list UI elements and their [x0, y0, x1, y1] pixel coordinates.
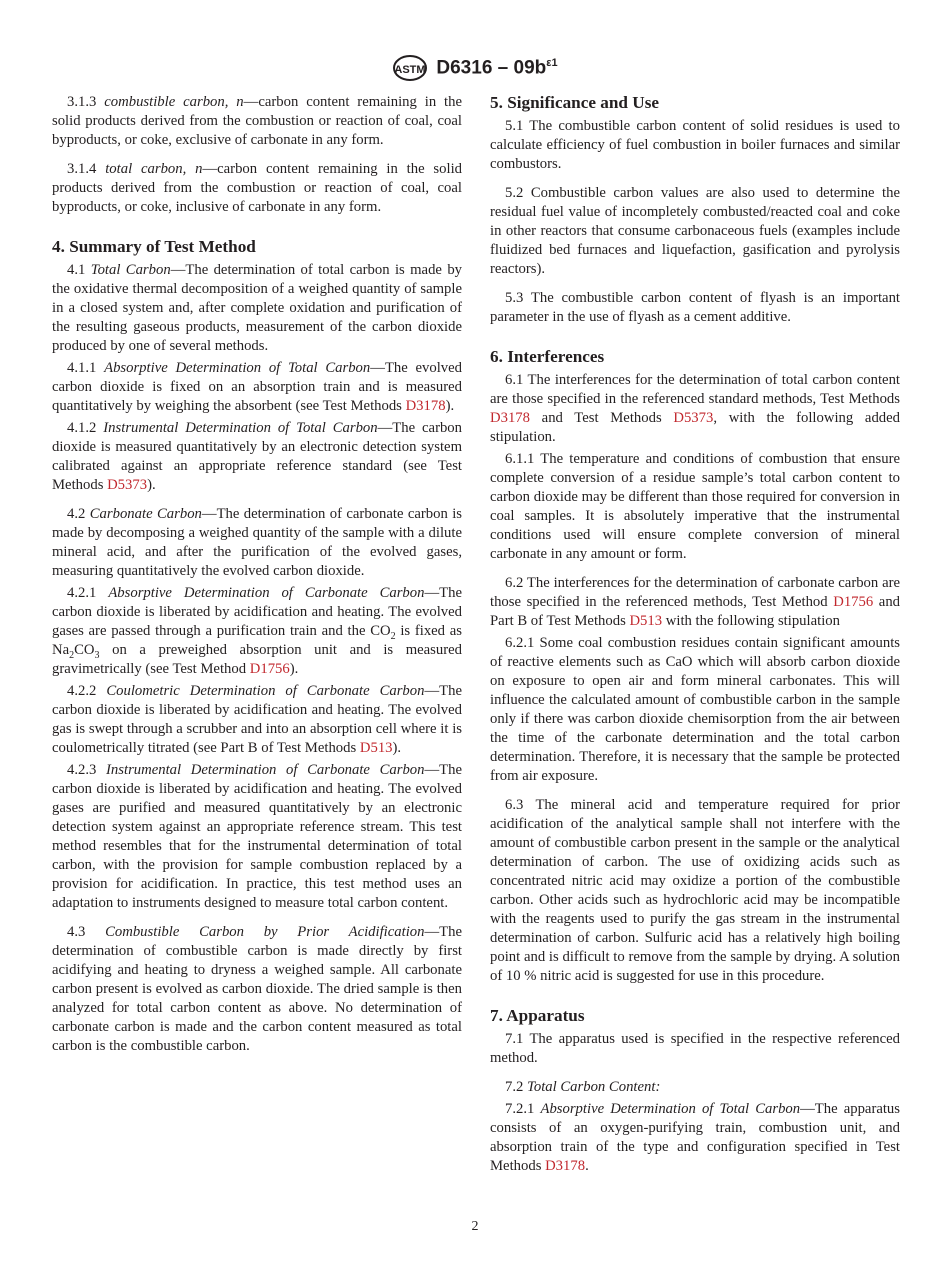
- text-run: —The carbon dioxide is liberated by acidification and heating. The evolved gases are passed through a purification train and the CO: [52, 585, 462, 639]
- text-run: 6.3 The mineral acid and temperature required for prior acidification of the analytical sample shall not interfere with the amount of combustible carbon present in the sample or the analytical determination of carbon. The use of oxidizing acids such as concentrated nitric acid may oxidize a portion of the combustible carbon. Other acids such as hydrochloric acid may be incompatible with the reagents used to purify the gas stream in the instrumental determination of carbon. Sulfuric acid has a relatively high boiling point and is difficult to remove from the sample by drying. A solution of 10 % nitric acid is suggested for use in this procedure.: [490, 797, 900, 984]
- text-run: —The determination of total carbon is made by the oxidative thermal decomposition of a weighed quantity of sample in a closed system and, after complete oxidation and purification of the resulting gaseous products, measurement of the carbon dioxide produced by one of several methods.: [52, 262, 463, 354]
- text-run: 7.2.1: [505, 1101, 541, 1117]
- section-heading: 7. Apparatus: [490, 1006, 585, 1025]
- standard-link[interactable]: D1756: [249, 661, 290, 677]
- standard-link[interactable]: D3178: [490, 410, 530, 426]
- standard-link[interactable]: D3178: [405, 398, 446, 414]
- subscript: 2: [390, 630, 396, 642]
- paragraph: [490, 796, 900, 986]
- text-run: 5.3 The combustible carbon content of flyash is an important parameter in the use of flyash as a cement additive.: [490, 290, 900, 325]
- defined-term: total carbon, n: [105, 161, 203, 177]
- text-run: 5.1 The combustible carbon content of solid residues is used to calculate efficiency of fuel combustion in boiler furnaces and similar combustors.: [490, 118, 900, 172]
- defined-term: Total Carbon Content:: [527, 1079, 661, 1095]
- text-run: 7.2: [505, 1079, 528, 1095]
- text-run: with the following stipulation: [662, 613, 840, 629]
- defined-term: Instrumental Determination of Total Carbon: [103, 420, 378, 436]
- text-run: ).: [289, 661, 299, 677]
- text-run: 3.1.3: [67, 94, 105, 110]
- text-run: is fixed as Na: [52, 623, 462, 658]
- standard-link[interactable]: D1756: [833, 594, 874, 610]
- paragraph: [490, 450, 900, 564]
- paragraph: [52, 93, 462, 150]
- text-run: and Part B of Test Methods: [490, 594, 901, 629]
- subscript: 2: [69, 649, 75, 661]
- text-run: 4.2.3: [67, 762, 107, 778]
- standard-link[interactable]: D513: [359, 740, 393, 756]
- paragraph: [52, 682, 462, 758]
- paragraph: [490, 371, 900, 447]
- paragraph: [490, 574, 900, 631]
- defined-term: Coulometric Determination of Carbonate Carbon: [106, 683, 425, 699]
- paragraph: [52, 505, 462, 581]
- paragraph: [490, 1030, 900, 1068]
- text-run: 4.3: [67, 924, 106, 940]
- paragraph: [490, 1078, 900, 1097]
- right-column: [490, 93, 900, 1176]
- paragraph: [490, 289, 900, 327]
- standard-link[interactable]: D5373: [107, 477, 148, 493]
- text-run: 6.2.1 Some coal combustion residues contain significant amounts of reactive elements such as CaO which will absorb carbon dioxide on exposure to open air and form mineral carbonates. This will influence the calculated amount of combustible carbon in the sample only if there was carbon dioxide chemisorption from the air between the time of the carbonate determination and the total carbon determination. Therefore, it is necessary that the sample be protected from air exposure.: [490, 635, 900, 784]
- text-run: 6.2 The interferences for the determination of carbonate carbon are those specified in the referenced methods, Test Method: [490, 575, 900, 610]
- paragraph: [490, 117, 900, 174]
- text-run: 4.2.2: [67, 683, 107, 699]
- text-run: , with the following added stipulation.: [490, 410, 900, 445]
- text-run: on a preweighed absorption unit and is measured gravimetrically (see Test Method: [52, 642, 462, 677]
- paragraph: [52, 261, 462, 356]
- text-run: 4.1.1: [67, 360, 105, 376]
- defined-term: Absorptive Determination of Total Carbon: [104, 360, 371, 376]
- standard-link[interactable]: D513: [629, 613, 663, 629]
- paragraph: [52, 359, 462, 416]
- text-run: and Test Methods: [529, 410, 674, 426]
- paragraph: [52, 160, 462, 217]
- defined-term: Carbonate Carbon: [89, 506, 202, 522]
- page-number: 2: [471, 1219, 479, 1234]
- section-heading: 5. Significance and Use: [490, 93, 660, 112]
- paragraph: [52, 923, 462, 1056]
- text-run: —The evolved carbon dioxide is fixed on an absorption train and is measured quantitatively by weighing the absorbent (see Test Methods: [52, 360, 462, 414]
- text-run: —The apparatus consists of an oxygen-purifying train, combustion unit, and absorption train of the type and configuration specified in Test Methods: [490, 1101, 900, 1174]
- text-run: CO: [74, 642, 95, 658]
- text-run: 6.1.1 The temperature and conditions of combustion that ensure complete conversion of a residue sample’s total carbon content to carbon dioxide may be different than those required for conversion in coal samples. It is absolutely imperative that the instrumental conditions used will ensure complete conversion of mineral carbonate in any amount or form.: [490, 451, 900, 562]
- section-heading: 4. Summary of Test Method: [52, 237, 256, 256]
- text-run: 3.1.4: [67, 161, 106, 177]
- paragraph: [490, 1100, 900, 1176]
- svg-text:ASTM: ASTM: [394, 64, 426, 76]
- defined-term: Total Carbon: [90, 262, 171, 278]
- text-run: 4.2.1: [67, 585, 109, 601]
- text-run: —The determination of carbonate carbon is made by decomposing a weighed quantity of the sample with a dilute mineral acid, and after the purification of the evolved gases, measuring quantitatively the evolved carbon dioxide.: [52, 506, 463, 579]
- defined-term: Absorptive Determination of Carbonate Carbon: [108, 585, 425, 601]
- text-run: —The carbon dioxide is liberated by acidification and heating. The evolved gases are purified and measured quantitatively by an electronic detection system against an appropriate reference stream. This test method resembles that for the instrumental determination of total carbon, with the provision for sample combustion replaced by a provision for acidification. In practice, this test method uses an adaptation to instruments designed to measure total carbon content.: [52, 762, 463, 911]
- defined-term: Instrumental Determination of Carbonate Carbon: [106, 762, 425, 778]
- paragraph: [52, 419, 462, 495]
- paragraph: [52, 761, 462, 913]
- text-run: 4.1: [67, 262, 91, 278]
- standard-link[interactable]: D3178: [545, 1158, 586, 1174]
- page-header: [0, 54, 950, 82]
- text-run: ).: [147, 477, 156, 493]
- text-run: ).: [392, 740, 402, 756]
- subscript: 3: [94, 649, 100, 661]
- paragraph: [490, 184, 900, 279]
- left-column: [52, 93, 462, 1056]
- defined-term: Absorptive Determination of Total Carbon: [540, 1101, 801, 1117]
- text-run: 7.1 The apparatus used is specified in the respective referenced method.: [490, 1031, 900, 1066]
- text-run: 4.1.2: [67, 420, 104, 436]
- astm-logo-icon: [392, 54, 428, 82]
- defined-term: combustible carbon, n: [104, 94, 244, 110]
- text-run: —The determination of combustible carbon is made directly by first acidifying and heating to dryness a weighed sample. All carbonate carbon present is evolved as carbon dioxide. The dried sample is then analyzed for total carbon content as above. No determination of carbonate carbon is made and the carbon content measured as total carbon is the combustible carbon.: [52, 924, 462, 1054]
- text-run: .: [585, 1158, 589, 1174]
- text-run: —carbon content remaining in the solid products derived from the combustion or reaction of coal, coal byproducts, or coke, inclusive of carbonate in any form.: [52, 161, 462, 215]
- text-run: —The carbon dioxide is liberated by acidification and heating. The evolved gas is swept through a scrubber and into an absorption cell where it is coulometrically titrated (see Part B of Test Methods: [52, 683, 462, 756]
- text-run: ).: [445, 398, 455, 414]
- paragraph: [490, 634, 900, 786]
- text-run: —The carbon dioxide is measured quantitatively by an electronic detection system calibrated against an appropriate reference standard (see Test Methods: [52, 420, 462, 493]
- paragraph: [52, 584, 462, 679]
- text-run: 4.2: [67, 506, 90, 522]
- standard-link[interactable]: D5373: [673, 410, 714, 426]
- defined-term: Combustible Carbon by Prior Acidification: [105, 924, 425, 940]
- text-run: 5.2 Combustible carbon values are also used to determine the residual fuel value of incompletely combusted/reacted coal and coke in other reactors that consume carbonaceous fuels (examples include fluidized bed furnaces and liquefaction, gasification and pyrolysis reactors).: [490, 185, 900, 277]
- document-designation: $D6316 - 09b^{\varepsilon 1}$: [436, 56, 558, 79]
- text-run: —carbon content remaining in the solid products derived from the combustion or reaction of coal, coal byproducts, or coke, exclusive of carbonate in any form.: [52, 94, 463, 148]
- text-run: 6.1 The interferences for the determination of total carbon content are those specified in the referenced standard methods, Test Methods: [490, 372, 900, 407]
- section-heading: 6. Interferences: [490, 347, 605, 366]
